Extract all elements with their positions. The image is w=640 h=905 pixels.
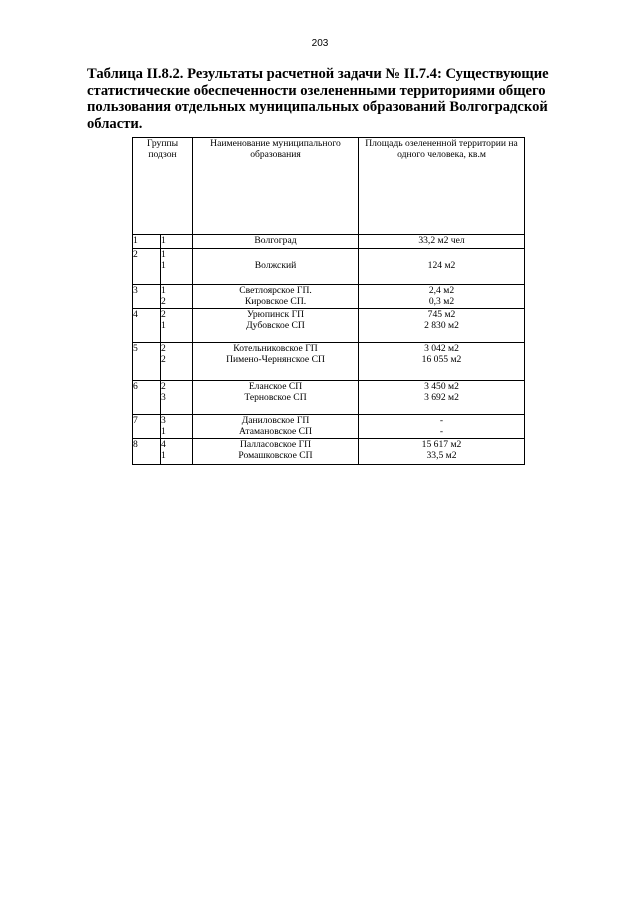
table-row (133, 249, 525, 285)
page-number: 203 (311, 38, 329, 49)
green-area-value: - (439, 426, 444, 437)
green-area-value: 3 692 м2 (424, 392, 459, 403)
municipality-name-cell (193, 285, 359, 309)
green-area-value: 3 042 м2 (424, 343, 459, 354)
table-header-row (133, 138, 525, 235)
table-row (133, 381, 525, 415)
municipality-name: Кировское СП. (244, 296, 307, 307)
group-number-cell: 5 (133, 343, 161, 381)
green-area-cell (359, 439, 525, 465)
municipality-name: Атамановское СП (238, 426, 313, 437)
table-row (133, 285, 525, 309)
table-row (133, 415, 525, 439)
green-area-value: 2,4 м2 (428, 285, 455, 296)
subzone-value: 2 (161, 381, 166, 392)
subzone-value: 2 (161, 354, 166, 365)
green-area-value: 16 055 м2 (421, 354, 462, 365)
table-row (133, 235, 525, 249)
subzone-cell (161, 285, 193, 309)
municipality-name-cell (193, 309, 359, 343)
municipality-name: Еланское СП (248, 381, 303, 392)
municipality-name: Пимено-Чернянское СП (226, 354, 325, 365)
municipality-name-cell (193, 415, 359, 439)
group-number-cell: 3 (133, 285, 161, 309)
municipality-name: Даниловское ГП (241, 415, 310, 426)
municipality-name-cell (193, 439, 359, 465)
municipality-name (193, 249, 358, 260)
green-area-cell (359, 309, 525, 343)
green-area-value: - (439, 415, 444, 426)
municipality-name-cell (193, 235, 359, 249)
green-area-cell (359, 343, 525, 381)
group-number-cell: 2 (133, 249, 161, 285)
green-area-cell (359, 235, 525, 249)
green-area-value: 745 м2 (427, 309, 456, 320)
green-area-cell (359, 415, 525, 439)
municipality-name: Котельниковское ГП (233, 343, 318, 354)
green-area-value: 3 450 м2 (424, 381, 459, 392)
municipality-name-cell (193, 343, 359, 381)
header-groups: Группы подзон (133, 138, 193, 235)
subzone-cell (161, 309, 193, 343)
green-area-value: 0,3 м2 (428, 296, 455, 307)
subzone-cell (161, 381, 193, 415)
green-area-value: 124 м2 (427, 260, 456, 271)
table-row (133, 343, 525, 381)
subzone-value: 3 (161, 415, 166, 426)
municipality-name: Волгоград (254, 235, 297, 246)
municipality-name: Урюпинск ГП (246, 309, 305, 320)
green-area-value: 15 617 м2 (421, 439, 462, 450)
subzone-value: 4 (161, 439, 166, 450)
subzone-cell (161, 415, 193, 439)
group-number-cell: 8 (133, 439, 161, 465)
subzone-value: 1 (161, 260, 166, 271)
subzone-value: 1 (161, 450, 166, 461)
group-number-cell: 7 (133, 415, 161, 439)
subzone-value: 1 (161, 320, 166, 331)
header-municipality-name: Наименование муниципального образования (193, 138, 359, 235)
subzone-value: 3 (161, 392, 166, 403)
green-area-value: 2 830 м2 (424, 320, 459, 331)
subzone-value: 2 (161, 296, 166, 307)
green-area-value (359, 249, 524, 260)
group-number-cell: 4 (133, 309, 161, 343)
subzone-value: 1 (161, 285, 166, 296)
green-area-cell (359, 285, 525, 309)
subzone-value: 1 (161, 235, 166, 246)
group-number-cell: 1 (133, 235, 161, 249)
subzone-cell (161, 235, 193, 249)
municipality-name: Палласовское ГП (239, 439, 312, 450)
green-area-table (132, 137, 525, 465)
header-green-area: Площадь озелененной территории на одного человека, кв.м (359, 138, 525, 235)
municipality-name: Дубовское СП (246, 320, 305, 331)
subzone-cell (161, 343, 193, 381)
municipality-name: Светлоярское ГП. (239, 285, 312, 296)
municipality-name: Волжский (254, 260, 297, 271)
municipality-name: Терновское СП (244, 392, 307, 403)
subzone-value: 2 (161, 343, 166, 354)
green-area-value: 33,5 м2 (426, 450, 457, 461)
table-row (133, 309, 525, 343)
subzone-value: 2 (161, 309, 166, 320)
table-row (133, 439, 525, 465)
subzone-value: 1 (161, 249, 166, 260)
municipality-name-cell (193, 381, 359, 415)
subzone-cell (161, 439, 193, 465)
subzone-value: 1 (161, 426, 166, 437)
green-area-cell (359, 381, 525, 415)
municipality-name: Ромашковское СП (238, 450, 313, 461)
group-number-cell: 6 (133, 381, 161, 415)
green-area-value: 33,2 м2 чел (418, 235, 465, 246)
table-title: Таблица II.8.2. Результаты расчетной задачи № II.7.4: Существующие статистические обеспеченности озелененными территориями общего пользования отдельных муниципальных образований Волгоградской области. (87, 66, 549, 132)
green-area-cell (359, 249, 525, 285)
subzone-cell (161, 249, 193, 285)
municipality-name-cell (193, 249, 359, 285)
